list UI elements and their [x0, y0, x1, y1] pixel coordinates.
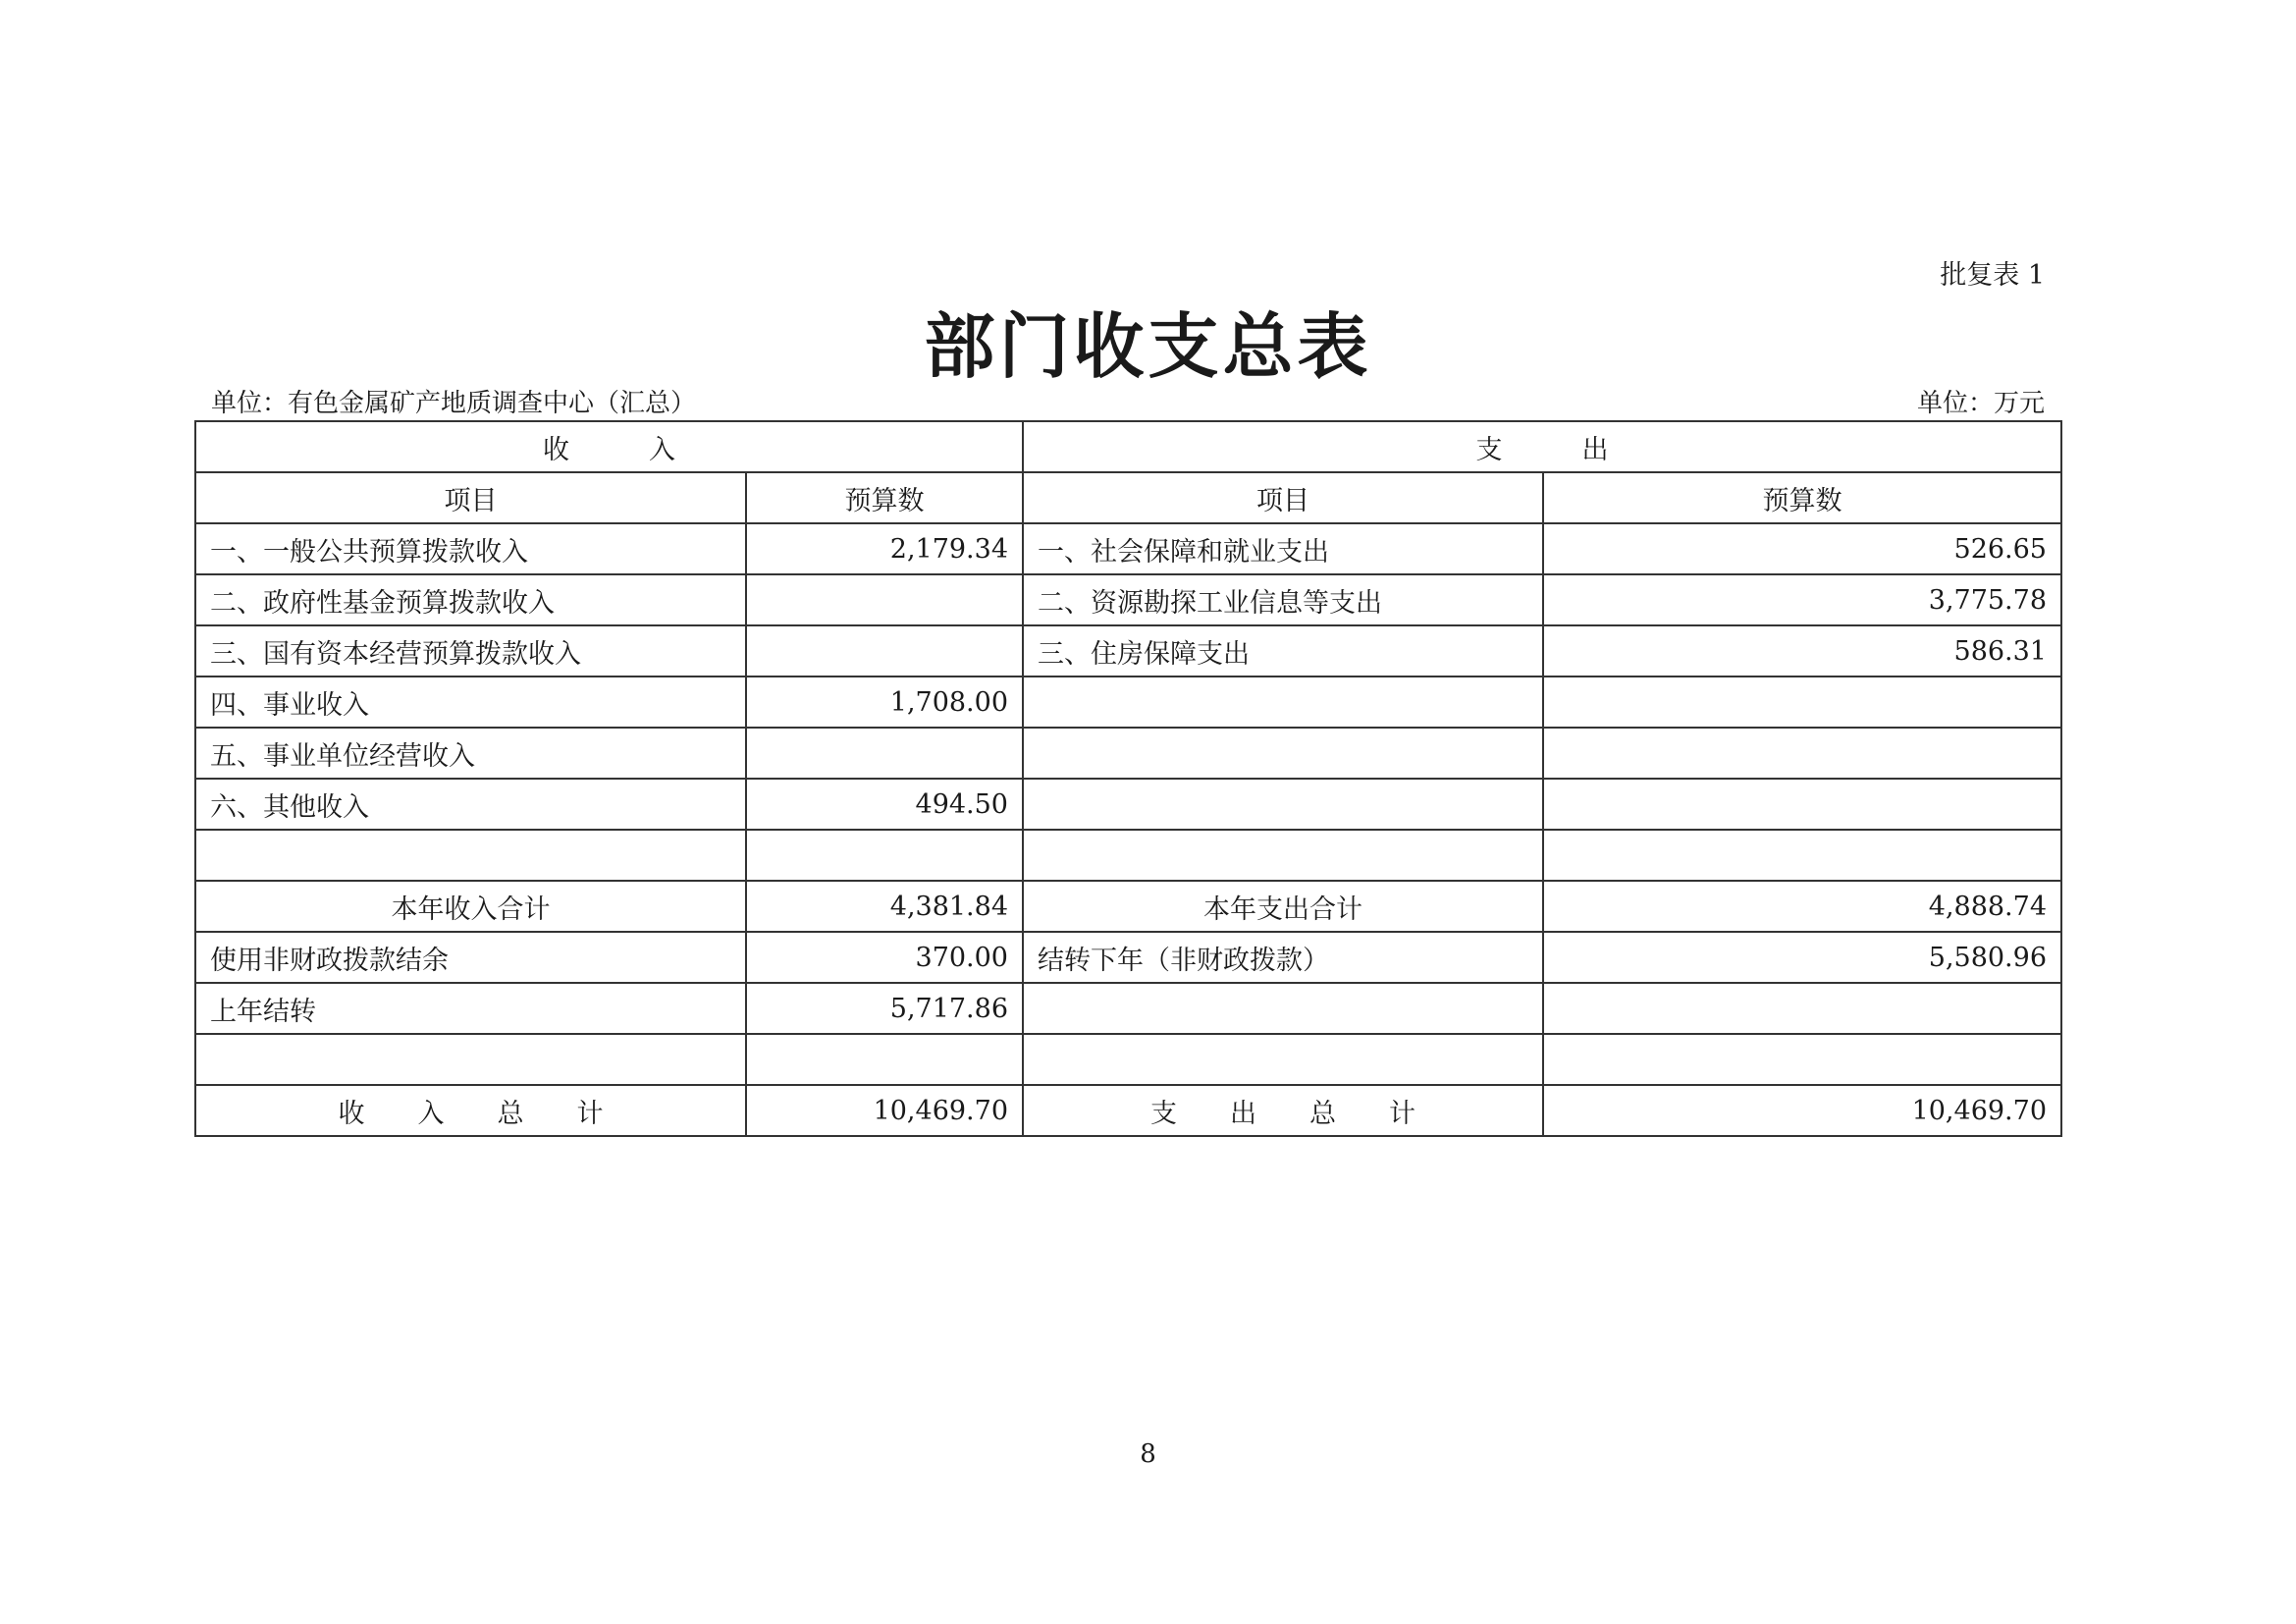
income-amount: [746, 625, 1023, 677]
expense-item: [1023, 1034, 1543, 1085]
expense-total-amount: 10,469.70: [1543, 1085, 2061, 1136]
organization-unit: 单位：有色金属矿产地质调查中心（汇总）: [211, 389, 697, 418]
expense-amount: [1543, 983, 2061, 1034]
expense-subtotal-amount: 4,888.74: [1543, 881, 2061, 932]
expense-amount: [1543, 728, 2061, 779]
income-amount: 5,717.86: [746, 983, 1023, 1034]
income-item: 二、政府性基金预算拨款收入: [195, 574, 746, 625]
income-amount: [746, 728, 1023, 779]
currency-unit: 单位：万元: [1916, 389, 2045, 418]
page-title: 部门收支总表: [924, 305, 1372, 388]
income-amount: 370.00: [746, 932, 1023, 983]
expense-amount: [1543, 677, 2061, 728]
section-header-row: [195, 421, 2061, 472]
subtotal-row: [195, 881, 2061, 932]
expense-subtotal-label: 本年支出合计: [1023, 881, 1543, 932]
column-header-row: [195, 472, 2061, 523]
income-total-amount: 10,469.70: [746, 1085, 1023, 1136]
income-amount: 2,179.34: [746, 523, 1023, 574]
table-row: [195, 625, 2061, 677]
income-item: 上年结转: [195, 983, 746, 1034]
income-item: 五、事业单位经营收入: [195, 728, 746, 779]
income-amount: 494.50: [746, 779, 1023, 830]
income-amount: [746, 1034, 1023, 1085]
expense-amount: 5,580.96: [1543, 932, 2061, 983]
table-row: [195, 677, 2061, 728]
income-item: 三、国有资本经营预算拨款收入: [195, 625, 746, 677]
income-amount: [746, 574, 1023, 625]
expense-item: [1023, 983, 1543, 1034]
expense-item: 二、资源勘探工业信息等支出: [1023, 574, 1543, 625]
income-total-label: 收 入 总 计: [195, 1085, 746, 1136]
expense-amount: [1543, 1034, 2061, 1085]
expense-amount: 586.31: [1543, 625, 2061, 677]
table-row: [195, 523, 2061, 574]
table-row: [195, 1034, 2061, 1085]
expense-item: 结转下年（非财政拨款）: [1023, 932, 1543, 983]
expense-section-header: 支 出: [1023, 421, 2061, 472]
table-reference: 批复表 1: [1940, 260, 2045, 291]
income-amount-header: 预算数: [746, 472, 1023, 523]
expense-amount: 526.65: [1543, 523, 2061, 574]
table-row: [195, 779, 2061, 830]
expense-amount: 3,775.78: [1543, 574, 2061, 625]
expense-item: [1023, 830, 1543, 881]
income-item: [195, 830, 746, 881]
income-section-header: 收 入: [195, 421, 1023, 472]
expense-amount: [1543, 779, 2061, 830]
income-amount: 1,708.00: [746, 677, 1023, 728]
income-item: 四、事业收入: [195, 677, 746, 728]
income-item: 使用非财政拨款结余: [195, 932, 746, 983]
income-item: 一、一般公共预算拨款收入: [195, 523, 746, 574]
income-subtotal-label: 本年收入合计: [195, 881, 746, 932]
expense-amount-header: 预算数: [1543, 472, 2061, 523]
income-subtotal-amount: 4,381.84: [746, 881, 1023, 932]
table-row: [195, 932, 2061, 983]
expense-item: 三、住房保障支出: [1023, 625, 1543, 677]
expense-total-label: 支 出 总 计: [1023, 1085, 1543, 1136]
income-item: [195, 1034, 746, 1085]
expense-item: [1023, 728, 1543, 779]
expense-item: [1023, 779, 1543, 830]
table-row: [195, 830, 2061, 881]
expense-amount: [1543, 830, 2061, 881]
income-item: 六、其他收入: [195, 779, 746, 830]
expense-item: 一、社会保障和就业支出: [1023, 523, 1543, 574]
page-number: 8: [1140, 1439, 1156, 1469]
total-row: [195, 1085, 2061, 1136]
expense-item-header: 项目: [1023, 472, 1543, 523]
table-row: [195, 574, 2061, 625]
budget-summary-table: [194, 420, 2062, 1137]
income-item-header: 项目: [195, 472, 746, 523]
expense-item: [1023, 677, 1543, 728]
table-row: [195, 983, 2061, 1034]
income-amount: [746, 830, 1023, 881]
table-row: [195, 728, 2061, 779]
